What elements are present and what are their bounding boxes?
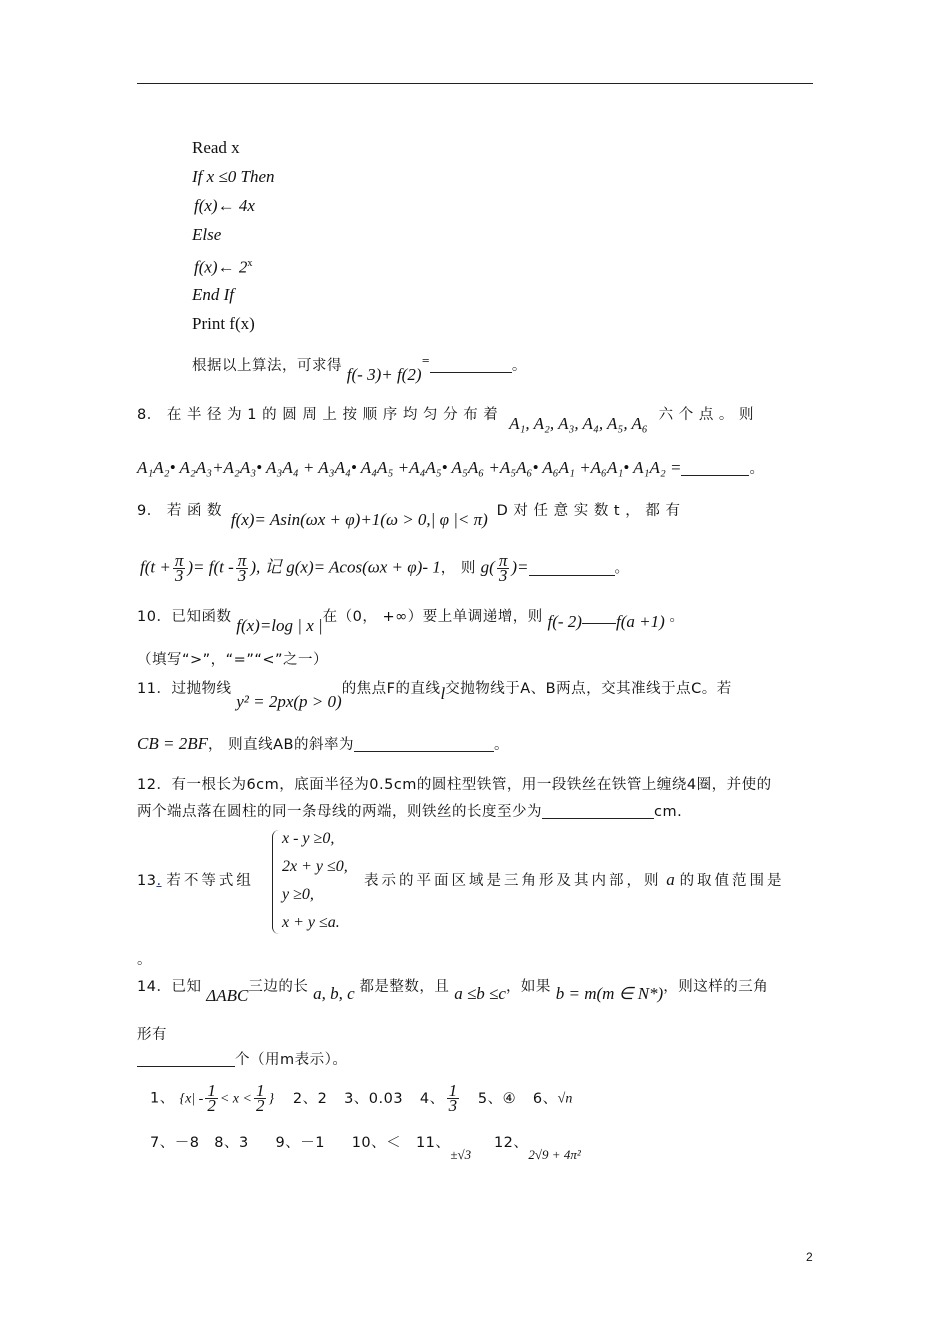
question-14-line3: 个（用m表示）。 (137, 1049, 347, 1070)
question-8-expr: A₁A₂• A₂A₃+A₂A₃• A₃A₄ + A₃A₄• A₄A₅ +A₄A₅• A₅A₆ +A₅A₆• A₆A₁ +A₆A₁• A₁A₂ = 。 (137, 458, 765, 477)
inequality-system: x - y ≥0, 2x + y ≤0, y ≥0, x + y ≤a. (272, 828, 367, 938)
page-number: 2 (806, 1250, 813, 1264)
question-13: 13. 若不等式组 (137, 873, 254, 889)
question-14-line2: 形有 (137, 1027, 167, 1043)
question-9: 9． 若 函 数 f(x)= Asin(ωx + φ)+1(ω > 0,| φ |< π) D 对 任 意 实 数 t ， 都 有 (137, 503, 681, 529)
question-11: 11．过抛物线 y² = 2px(p > 0)的焦点F的直线l交抛物线于A、B两点，交其准线于点C。若 (137, 681, 732, 711)
question-14: 14．已知 ΔABC三边的长 a, b, c 都是整数，且 a ≤b ≤c，如果 b = m(m ∈ N*)，则这样的三角 (137, 979, 769, 1005)
question-8: 8． 在 半 径 为 1 的 圆 周 上 按 顺 序 均 匀 分 布 着 A₁, A₂, A₃, A₄, A₅, A₆ 六 个 点 。 则 (137, 407, 755, 433)
question-10: 10．已知函数 f(x)=log | x |在（0， +∞）要上单调递增，则 f(- 2) f(a +1) 。 (137, 609, 685, 635)
question-9-line2: f(t + $\frac{\pi}{3}$ )= f(t - $\frac{\pi}{3}$ ), 记 g(x)= Acos(ωx + φ)- 1， 则 g( $\frac{\pi}{3}$ )= 。 (140, 551, 630, 585)
question-11-line2: CB = 2BF， 则直线AB的斜率为 。 (137, 734, 509, 753)
algo-assign1: f(x)← 4x (194, 196, 255, 215)
algo-if: If x ≤0 Then (192, 167, 275, 186)
header-rule (137, 83, 813, 84)
algo-assign2: f(x)← 2$^x$ (194, 257, 253, 277)
answers-row-1: 1、 {x| - $\frac{1}{2}$ < x < $\frac{1}{2}$ } 2、2 3、0.03 4、 $\frac{1}{3}$ 5、④ 6、√n (150, 1081, 573, 1115)
question-13-tail: 表示的平面区域是三角形及其内部，则 a 的取值范围是 (364, 870, 785, 889)
question-13-end: 。 (137, 952, 152, 968)
algo-print: Print f(x) (192, 314, 255, 333)
answers-row-2: 7、－8 8、3 9、－1 10、＜ 11、±√3 12、2√9 + 4π² (150, 1135, 581, 1162)
question-12: 12．有一根长为6cm，底面半径为0.5cm的圆柱型铁管，用一段铁丝在铁管上缠绕4圈，并使的 (137, 777, 772, 793)
question-10-note: （填写“>”，“=”“<”之一） (137, 652, 329, 668)
algo-else: Else (192, 225, 222, 244)
algo-read: Read x (192, 138, 240, 157)
algo-endif: End If (192, 285, 235, 304)
question-7: 根据以上算法，可求得 f(- 3)+ f(2)= 。 (192, 356, 527, 384)
question-12-line2: 两个端点落在圆柱的同一条母线的两端，则铁丝的长度至少为 cm. (137, 804, 683, 820)
